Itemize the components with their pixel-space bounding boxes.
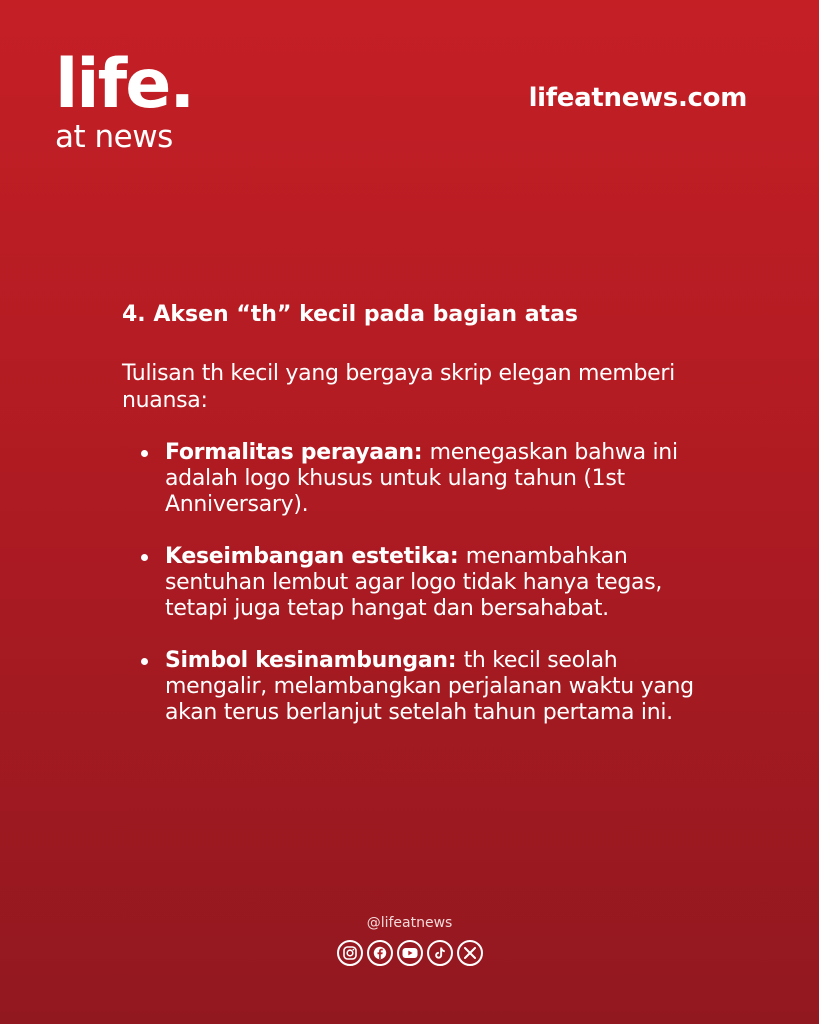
intro-text: Tulisan th kecil yang bergaya skrip elegan memberi nuansa: <box>122 361 675 413</box>
facebook-icon[interactable] <box>367 940 393 966</box>
bullet-dot-icon <box>141 554 148 561</box>
social-icons <box>0 940 819 966</box>
bullet-item-keseimbangan <box>122 544 712 622</box>
instagram-icon[interactable] <box>337 940 363 966</box>
bullet-title: Formalitas perayaan: <box>165 440 430 465</box>
x-icon[interactable] <box>457 940 483 966</box>
section-heading: 4. Aksen “th” kecil pada bagian atas <box>122 302 579 327</box>
site-url: lifeatnews.com <box>528 83 747 113</box>
bullet-title: Keseimbangan estetika: <box>165 544 466 569</box>
youtube-icon[interactable] <box>397 940 423 966</box>
bullet-dot-icon <box>141 658 148 665</box>
logo-main-text: life. <box>55 45 194 124</box>
bullet-dot-icon <box>141 450 148 457</box>
social-handle: @lifeatnews <box>366 915 453 931</box>
bullet-text: menegaskan bahwa ini adalah logo khusus untuk ulang tahun (1st Anniversary). <box>165 440 678 517</box>
article-content <box>122 300 712 752</box>
tiktok-icon[interactable] <box>427 940 453 966</box>
bullet-list <box>122 440 712 726</box>
logo-sub-text: at news <box>55 119 173 155</box>
bullet-text: th kecil seolah mengalir, melambangkan perjalanan waktu yang akan terus berlanjut setelah tahun pertama ini. <box>165 648 694 725</box>
footer <box>0 914 819 966</box>
bullet-item-formalitas <box>122 440 712 518</box>
brand-logo <box>55 45 194 155</box>
bullet-text: menambahkan sentuhan lembut agar logo tidak hanya tegas, tetapi juga tetap hangat dan bersahabat. <box>165 544 663 621</box>
bullet-item-simbol <box>122 648 712 726</box>
bullet-title: Simbol kesinambungan: <box>165 648 464 673</box>
